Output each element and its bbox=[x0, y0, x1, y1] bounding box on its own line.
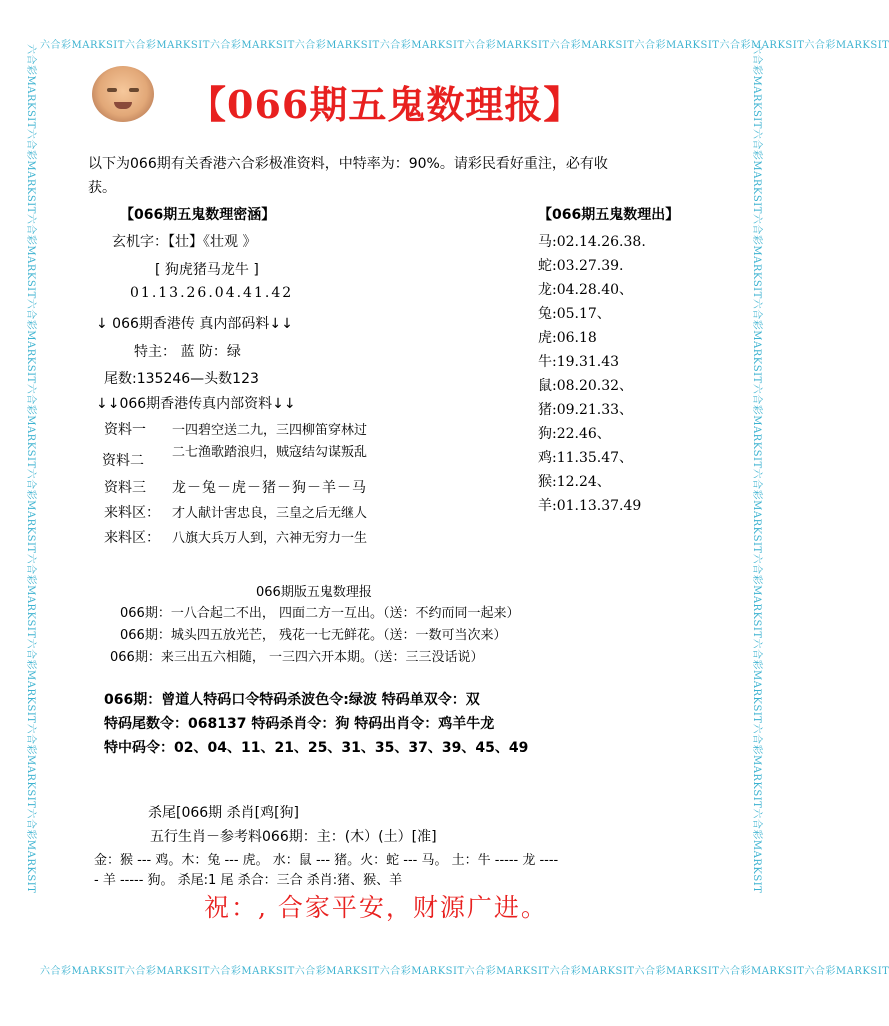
zodiac-row: 狗:22.46、 bbox=[538, 426, 611, 442]
ziliao-3-label: 资料三 bbox=[104, 480, 146, 496]
ziliao-2-label: 资料二 bbox=[102, 453, 144, 469]
xuanji-line: 玄机字：【壮】《壮观 》 bbox=[112, 234, 257, 250]
zodiac-row: 牛:19.31.43 bbox=[538, 354, 620, 370]
ziliao-1-text: 一四碧空送二九，三四柳笛穿林过 bbox=[172, 423, 368, 438]
zodiac-row: 龙:04.28.40、 bbox=[538, 282, 634, 298]
watermark-top: 六合彩MARKSIT六合彩MARKSIT六合彩MARKSIT六合彩MARKSIT六合彩MARKSIT六合彩MARKSIT六合彩MARKSIT六合彩MARKSIT六合彩MARKSIT六合彩MARKSIT bbox=[40, 40, 889, 51]
lailiao-2-text: 八旗大兵万人到，六神无穷力一生 bbox=[172, 531, 368, 546]
lailiao-2-label: 来料区： bbox=[104, 530, 160, 546]
zodiac-row: 鼠:08.20.32、 bbox=[538, 378, 634, 394]
avatar-eye-left bbox=[107, 88, 117, 92]
zodiac-row: 猪:09.21.33、 bbox=[538, 402, 634, 418]
middle-subheading: 066期版五鬼数理报 bbox=[256, 585, 372, 600]
zodiac-row: 猴:12.24、 bbox=[538, 474, 611, 490]
lailiao-1-text: 才人献计害忠良，三皇之后无继人 bbox=[172, 506, 368, 521]
zodiac-row: 兔:05.17、 bbox=[538, 306, 611, 322]
five-elements-line: 五行生肖－参考料066期：主：(木）(土）[准] bbox=[150, 829, 437, 845]
poem-line-1: 066期：一八合起二不出， 四面二方一互出。（送：不约而同一起来） bbox=[120, 606, 520, 621]
watermark-left: 六合彩MARKSIT六合彩MARKSIT六合彩MARKSIT六合彩MARKSIT六合彩MARKSIT六合彩MARKSIT六合彩MARKSIT六合彩MARKSIT六合彩MARKSIT六合彩MARKSIT bbox=[25, 44, 36, 894]
special-line: 特主： 蓝 防：绿 bbox=[134, 344, 241, 360]
portrait-avatar bbox=[92, 66, 154, 122]
zodiac-row: 鸡:11.35.47、 bbox=[538, 450, 634, 466]
ziliao-3-text: 龙－兔－虎－猪－狗－羊－马 bbox=[172, 480, 367, 496]
elements-line-1: 金：猴 --- 鸡。木：兔 --- 虎。 水：鼠 --- 猪。火：蛇 --- 马。 土：牛 ----- 龙 ---- bbox=[94, 853, 559, 868]
zodiac-row: 虎:06.18 bbox=[538, 330, 597, 346]
code-line-1: 066期：曾道人特码口令特码杀波色令:绿波 特码单双令：双 bbox=[104, 692, 480, 708]
code-line-3: 特中码令：02、04、11、21、25、31、35、37、39、45、49 bbox=[104, 740, 529, 756]
zodiac-row: 马:02.14.26.38. bbox=[538, 234, 646, 250]
zodiac-line: [ 狗虎猪马龙牛 ] bbox=[155, 262, 259, 278]
insider-line-1: ↓ 066期香港传 真内部码料↓↓ bbox=[96, 316, 293, 332]
right-heading: 【066期五鬼数理出】 bbox=[538, 207, 680, 223]
ziliao-2-text: 二七渔歌踏浪归，贼寇结勾谋叛乱 bbox=[172, 445, 368, 460]
elements-line-2: - 羊 ----- 狗。 杀尾:1 尾 杀合：三合 杀肖:猪、猴、羊 bbox=[94, 873, 403, 888]
watermark-bottom: 六合彩MARKSIT六合彩MARKSIT六合彩MARKSIT六合彩MARKSIT六合彩MARKSIT六合彩MARKSIT六合彩MARKSIT六合彩MARKSIT六合彩MARKSIT六合彩MARKSIT bbox=[40, 966, 889, 977]
page-title: 【066期五鬼数理报】 bbox=[188, 82, 583, 127]
zodiac-row: 羊:01.13.37.49 bbox=[538, 498, 642, 514]
avatar-mouth bbox=[114, 102, 132, 109]
poem-line-2: 066期：城头四五放光芒， 残花一七无鲜花。（送：一数可当次来） bbox=[120, 628, 507, 643]
lailiao-1-label: 来料区： bbox=[104, 505, 160, 521]
left-heading: 【066期五鬼数理密涵】 bbox=[120, 207, 276, 223]
poem-line-3: 066期：来三出五六相随， 一三四六开本期。（送：三三没话说） bbox=[110, 650, 484, 665]
intro-line-2: 获。 bbox=[88, 180, 116, 196]
tail-line: 尾数:135246—头数123 bbox=[104, 371, 259, 387]
avatar-eye-right bbox=[129, 88, 139, 92]
code-line-2: 特码尾数令：068137 特码杀肖令：狗 特码出肖令：鸡羊牛龙 bbox=[104, 716, 495, 732]
blessing-text: 祝：, 合家平安，财源广进。 bbox=[204, 893, 548, 922]
watermark-right: 六合彩MARKSIT六合彩MARKSIT六合彩MARKSIT六合彩MARKSIT六合彩MARKSIT六合彩MARKSIT六合彩MARKSIT六合彩MARKSIT六合彩MARKSIT六合彩MARKSIT bbox=[751, 44, 762, 894]
insider-line-2: ↓↓066期香港传真内部资料↓↓ bbox=[96, 396, 296, 412]
kill-line: 杀尾[066期 杀肖[鸡[狗] bbox=[148, 805, 300, 821]
numbers-line: 01.13.26.04.41.42 bbox=[130, 285, 294, 301]
zodiac-row: 蛇:03.27.39. bbox=[538, 258, 624, 274]
intro-line-1: 以下为066期有关香港六合彩极准资料，中特率为：90%。请彩民看好重注，必有收 bbox=[88, 156, 608, 172]
ziliao-1-label: 资料一 bbox=[104, 422, 146, 438]
